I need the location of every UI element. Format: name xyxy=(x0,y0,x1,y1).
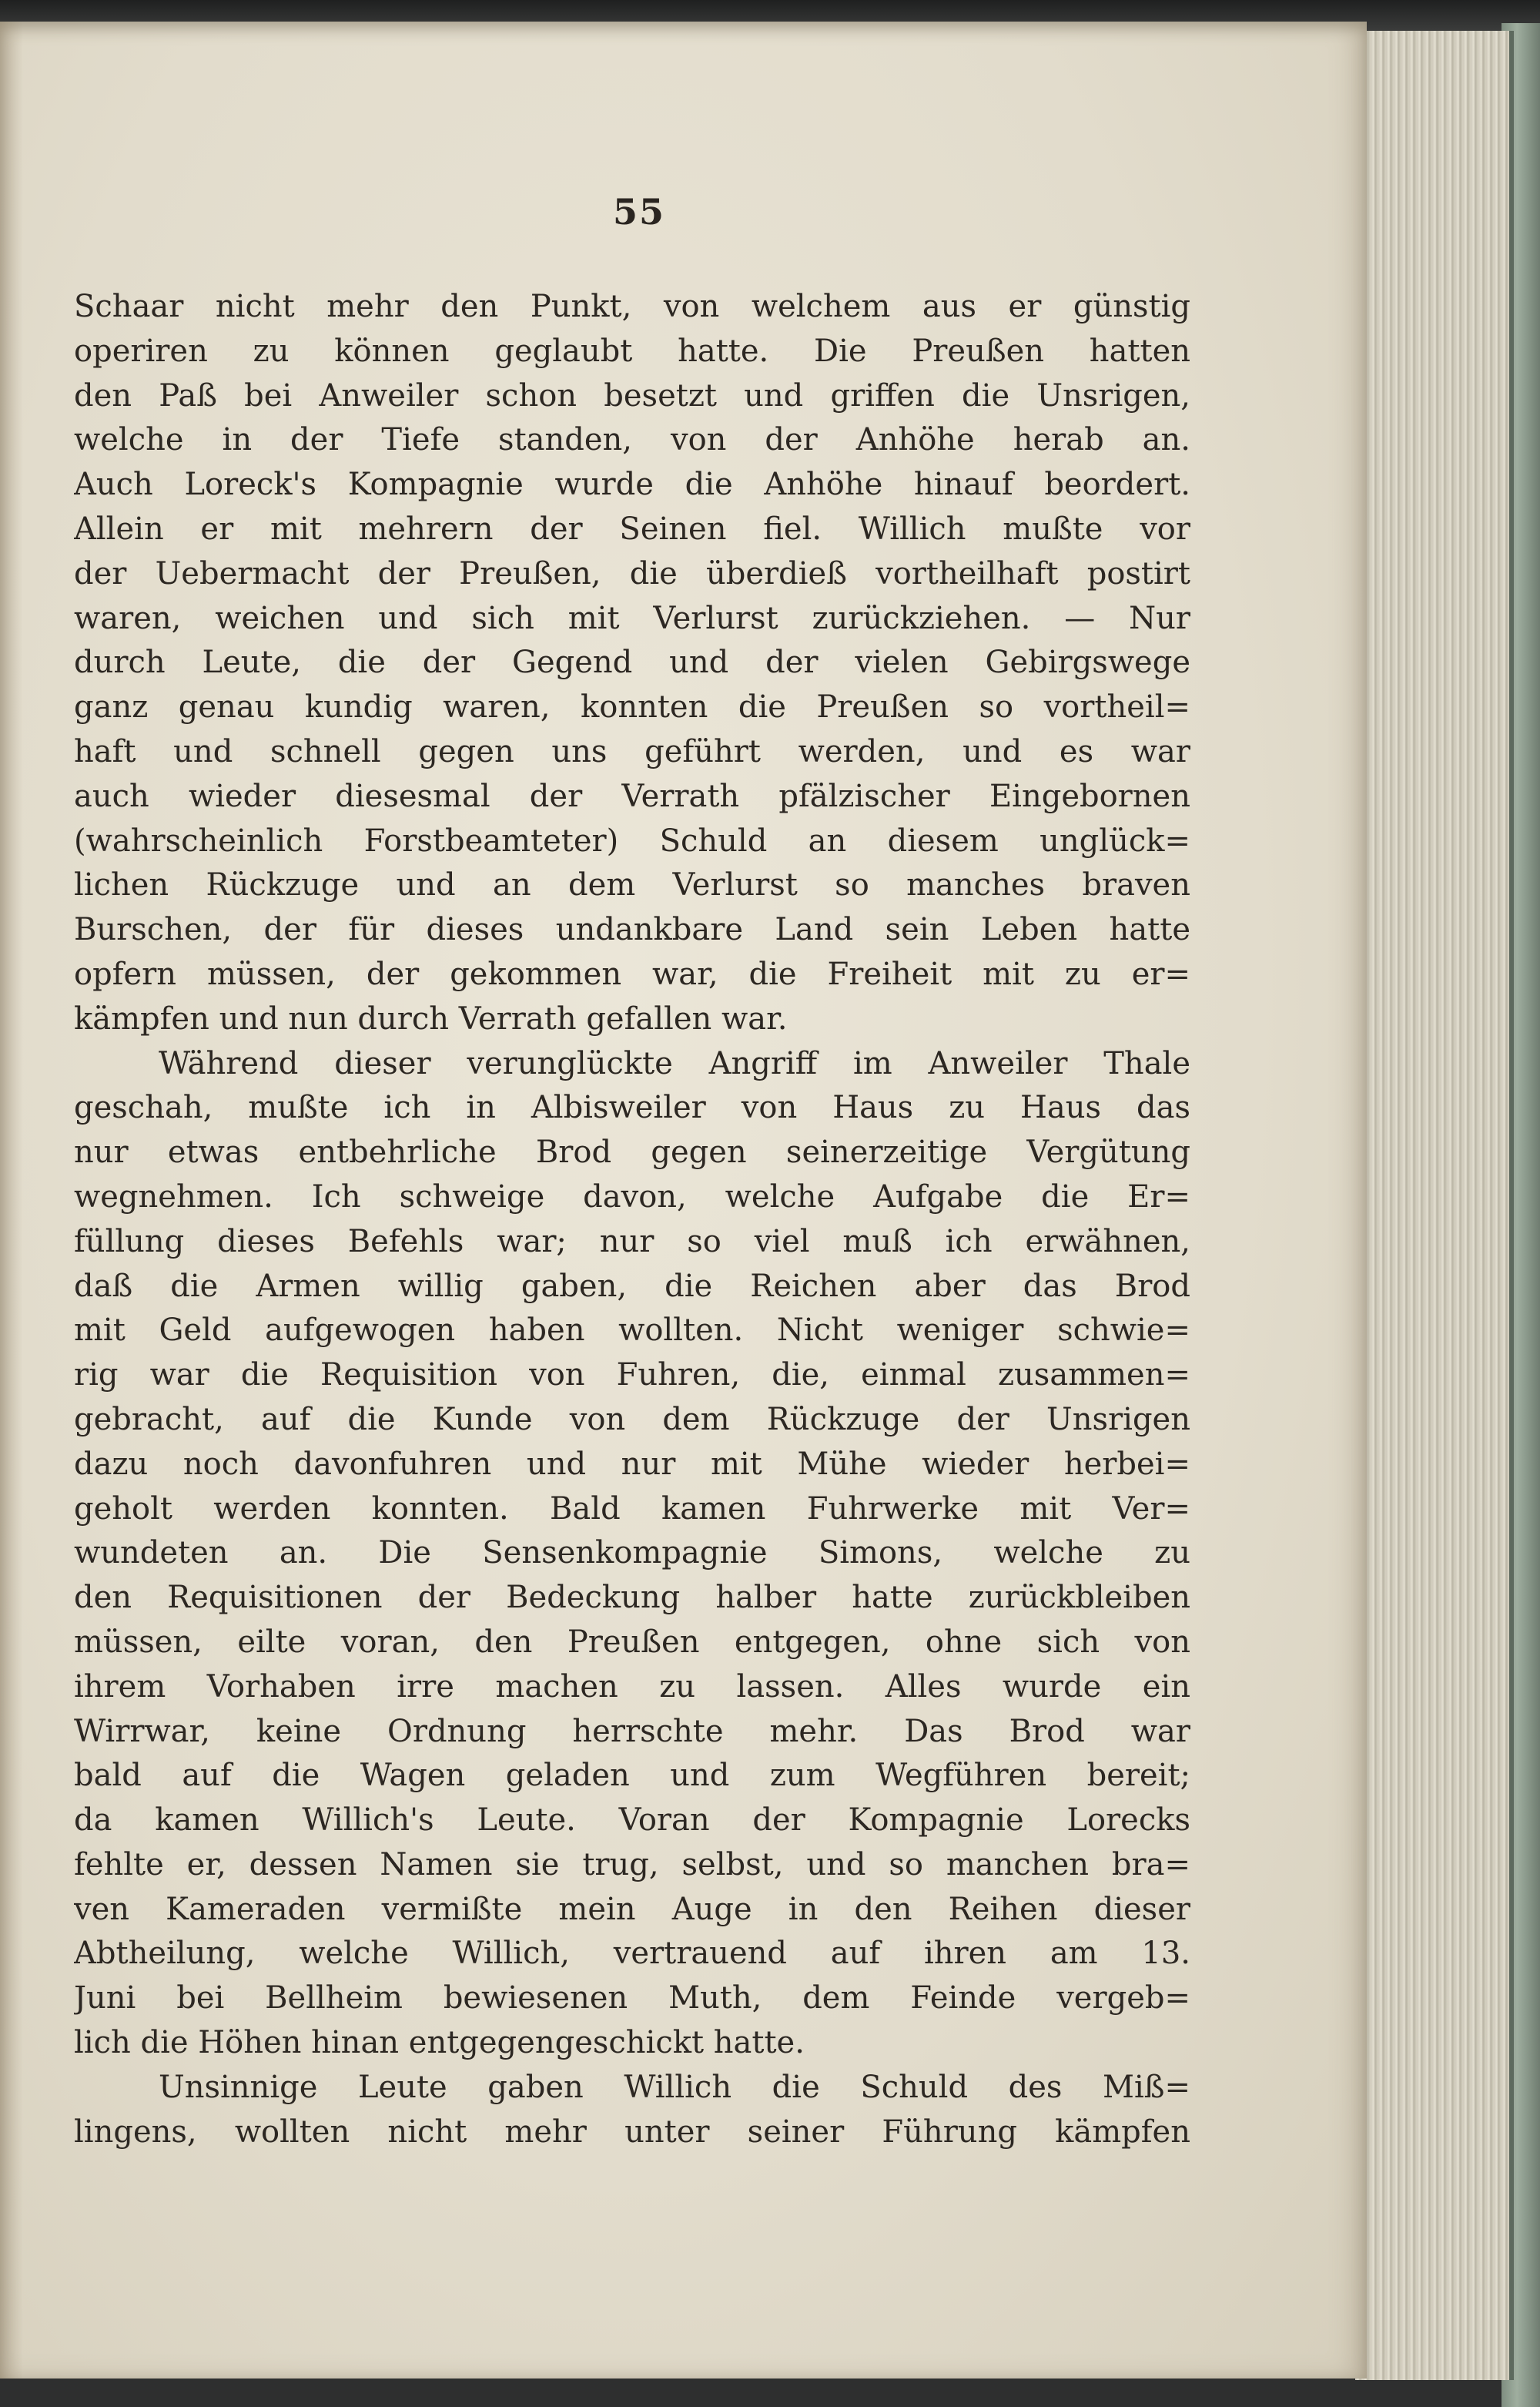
text-line: kämpfen und nun durch Verrath gefallen war. xyxy=(74,1001,788,1037)
text-line: Schaar nicht mehr den Punkt, von welchem aus er günstig xyxy=(74,289,1190,324)
text-line: Auch Loreck's Kompagnie wurde die Anhöhe hinauf beordert. xyxy=(74,467,1190,503)
text-line: gebracht, auf die Kunde von dem Rückzuge der Unsrigen xyxy=(74,1401,1190,1437)
text-line: Wirrwar, keine Ordnung herrschte mehr. Das Brod war xyxy=(74,1713,1190,1749)
text-line: den Paß bei Anweiler schon besetzt und griffen die Unsrigen, xyxy=(74,377,1190,414)
text-line: lich die Höhen hinan entgegengeschickt hatte. xyxy=(74,2025,805,2061)
text-line: Allein er mit mehrern der Seinen fiel. Willich mußte vor xyxy=(74,511,1190,547)
text-line: geholt werden konnten. Bald kamen Fuhrwerke mit Ver= xyxy=(74,1490,1190,1527)
text-line: müssen, eilte voran, den Preußen entgegen, ohne sich von xyxy=(74,1624,1190,1660)
text-line: operiren zu können geglaubt hatte. Die Preußen hatten xyxy=(74,333,1190,369)
text-line: mit Geld aufgewogen haben wollten. Nicht weniger schwie= xyxy=(74,1312,1190,1349)
text-line: Juni bei Bellheim bewiesenen Muth, dem Feinde vergeb= xyxy=(74,1980,1190,2016)
text-line: fehlte er, dessen Namen sie trug, selbst, und so manchen bra= xyxy=(74,1846,1190,1882)
text-line: nur etwas entbehrliche Brod gegen seinerzeitige Vergütung xyxy=(74,1135,1190,1171)
text-line: haft und schnell gegen uns geführt werden, und es war xyxy=(74,733,1190,769)
text-line: ganz genau kundig waren, konnten die Preußen so vortheil= xyxy=(74,689,1190,726)
text-line: ihrem Vorhaben irre machen zu lassen. Alles wurde ein xyxy=(74,1668,1190,1705)
text-line: ven Kameraden vermißte mein Auge in den Reihen dieser xyxy=(74,1891,1190,1927)
text-line: wegnehmen. Ich schweige davon, welche Aufgabe die Er= xyxy=(74,1178,1190,1215)
text-line: lingens, wollten nicht mehr unter seiner Führung kämpfen xyxy=(74,2114,1190,2150)
page-stack-edge xyxy=(1355,31,1514,2380)
text-line: (wahrscheinlich Forstbeamteter) Schuld an diesem unglück= xyxy=(74,823,1190,859)
text-line: geschah, mußte ich in Albisweiler von Haus zu Haus das xyxy=(74,1090,1190,1126)
page-number: 55 xyxy=(612,191,665,233)
text-line: da kamen Willich's Leute. Voran der Kompagnie Lorecks xyxy=(74,1802,1190,1839)
text-line: bald auf die Wagen geladen und zum Wegführen bereit; xyxy=(74,1758,1190,1794)
text-line: welche in der Tiefe standen, von der Anhöhe herab an. xyxy=(74,422,1190,458)
text-line: wundeten an. Die Sensenkompagnie Simons, welche zu xyxy=(74,1535,1190,1571)
text-line: der Uebermacht der Preußen, die überdieß vortheilhaft postirt xyxy=(74,555,1190,592)
text-line: Burschen, der für dieses undankbare Land sein Leben hatte xyxy=(74,912,1190,948)
text-line: lichen Rückzuge und an dem Verlurst so manches braven xyxy=(74,867,1190,903)
body-text xyxy=(74,285,1190,2154)
text-line: rig war die Requisition von Fuhren, die, einmal zusammen= xyxy=(74,1357,1190,1393)
text-line: dazu noch davonfuhren und nur mit Mühe wieder herbei= xyxy=(74,1446,1190,1482)
text-line: Unsinnige Leute gaben Willich die Schuld des Miß= xyxy=(159,2069,1190,2105)
text-line: daß die Armen willig gaben, die Reichen aber das Brod xyxy=(74,1268,1190,1304)
text-line: füllung dieses Befehls war; nur so viel muß ich erwähnen, xyxy=(74,1223,1190,1259)
text-line: auch wieder diesesmal der Verrath pfälzischer Eingebornen xyxy=(74,778,1190,814)
text-line: waren, weichen und sich mit Verlurst zurückziehen. — Nur xyxy=(74,600,1190,636)
gutter-shadow xyxy=(0,22,23,2379)
text-line: Während dieser verunglückte Angriff im Anweiler Thale xyxy=(159,1045,1190,1081)
text-line: Abtheilung, welche Willich, vertrauend auf ihren am 13. xyxy=(74,1936,1190,1972)
text-line: durch Leute, die der Gegend und der vielen Gebirgswege xyxy=(74,645,1190,681)
text-line: opfern müssen, der gekommen war, die Freiheit mit zu er= xyxy=(74,956,1190,992)
text-line: den Requisitionen der Bedeckung halber hatte zurückbleiben xyxy=(74,1580,1190,1616)
